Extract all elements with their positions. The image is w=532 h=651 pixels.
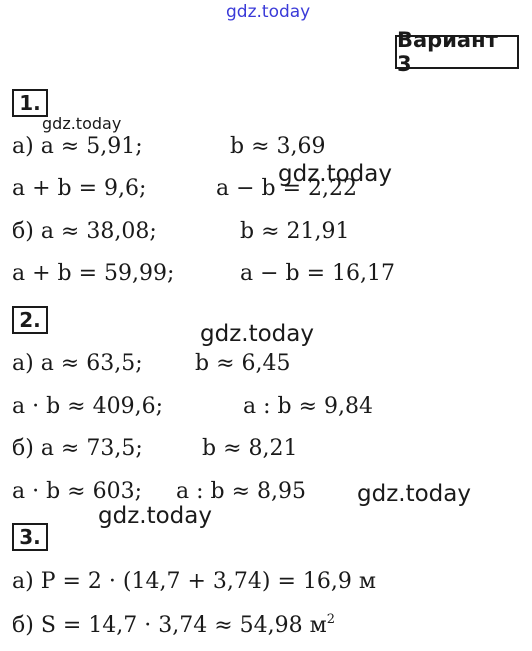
task3-line2 (12, 613, 335, 637)
task-number-2: 2. (12, 306, 48, 334)
task2-line1-left: а) a ≈ 63,5; (12, 351, 143, 376)
watermark: gdz.today (42, 114, 122, 133)
variant-title: Вариант 3 (395, 35, 519, 69)
task2-line2-right: a : b ≈ 9,84 (243, 394, 374, 419)
task2-line2-left: a · b ≈ 409,6; (12, 394, 163, 419)
task3-line2-exponent: 2 (326, 612, 336, 627)
watermark-top[interactable]: gdz.today (226, 2, 311, 22)
task-number-1: 1. (12, 89, 48, 117)
task3-line1: а) P = 2 · (14,7 + 3,74) = 16,9 м (12, 569, 376, 594)
task1-line4-right: a − b = 16,17 (240, 261, 396, 286)
task1-line2-left: a + b = 9,6; (12, 176, 147, 201)
task1-line2-right: a − b = 2,22 (216, 176, 358, 201)
task-number-3: 3. (12, 523, 48, 551)
task1-line1-right: b ≈ 3,69 (230, 134, 326, 159)
watermark: gdz.today (278, 161, 392, 187)
task1-line1-left: а) a ≈ 5,91; (12, 134, 143, 159)
watermark: gdz.today (98, 503, 212, 529)
task2-line4-right: a : b ≈ 8,95 (176, 479, 307, 504)
task2-line3-right: b ≈ 8,21 (202, 436, 298, 461)
watermark: gdz.today (200, 321, 314, 347)
task3-line2-text: б) S = 14,7 · 3,74 ≈ 54,98 м (12, 613, 327, 638)
task2-line1-right: b ≈ 6,45 (195, 351, 291, 376)
task2-line3-left: б) a ≈ 73,5; (12, 436, 143, 461)
task1-line3-right: b ≈ 21,91 (240, 219, 350, 244)
task1-line3-left: б) a ≈ 38,08; (12, 219, 157, 244)
task1-line4-left: a + b = 59,99; (12, 261, 175, 286)
watermark: gdz.today (357, 481, 471, 507)
task2-line4-left: a · b ≈ 603; (12, 479, 143, 504)
